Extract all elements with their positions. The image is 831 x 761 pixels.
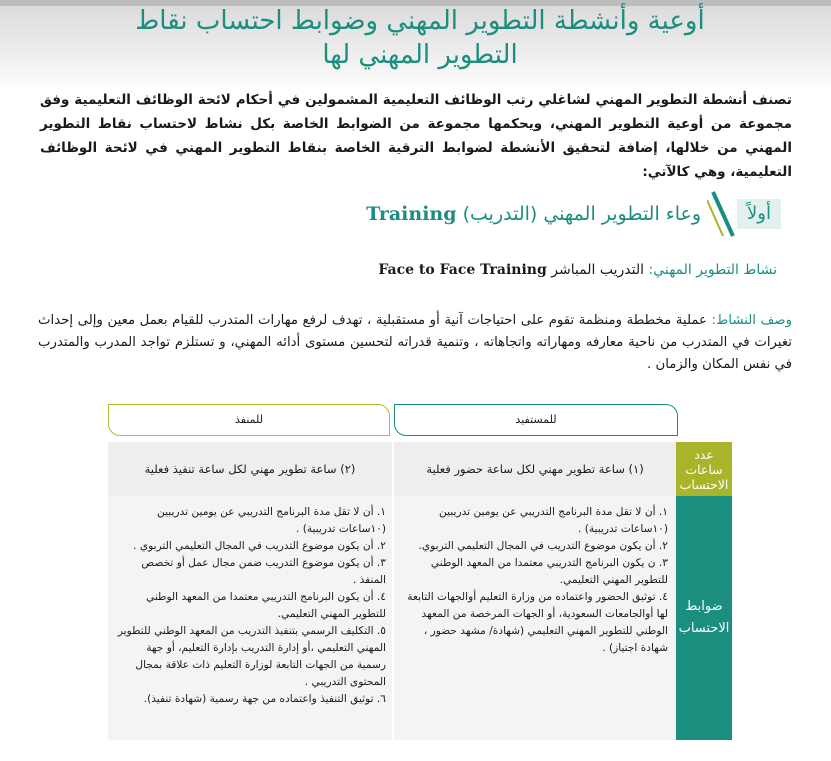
intro-paragraph: تصنف أنشطة التطوير المهني لشاغلي رتب الوظائف التعليمية المشمولين في أحكام لائحة الوظائف التعليمية وفق مجموعة من أوعية التطوير المهني، ويحكمها مجموعة من الضوابط الخاصة بكل نشاط لاحتساب نقاط التطوير المهني من خلالها، إضافة لتحقيق الأنشطة لضوابط الترقية الخاصة بنقاط التطوير المهني في لائحة الوظائف التعليمية، وهي كالآتي:	[40, 92, 792, 180]
list-item: ٦. توثيق التنفيذ واعتماده من جهة رسمية (شهادة تنفيذ).	[143, 693, 386, 705]
list-item: ٤. أن يكون البرنامج التدريبي معتمدا من المعهد الوطني للتطوير المهني التعليمي.	[145, 591, 386, 620]
page-title-line1: أوعية وأنشطة التطوير المهني وضوابط احتساب نقاط	[135, 6, 705, 36]
section-number: أولاً	[737, 199, 781, 229]
rules-table	[108, 404, 732, 740]
section-title-en: Training	[366, 203, 457, 225]
row-label-rules: ضوابط الاحتساب	[676, 496, 732, 740]
list-item: ٣. ن يكون البرنامج التدريبي معتمدا من المعهد الوطني للتطوير المهني التعليمي.	[430, 557, 668, 586]
list-item: ٢. أن يكون موضوع التدريب في المجال التعليمي التربوي .	[133, 540, 386, 552]
section-heading	[366, 190, 781, 238]
description-text: عملية مخططة ومنظمة تقوم على احتياجات آنية أو مستقبلية ، تهدف لرفع مهارات المتدرب للقيام بعمل معين وإلى إحداث تغيرات في المتدرب من ناحية معارفه ومهاراته واتجاهاته ، وتنمية قدراته لتحسين مستوى أدائه المهني، و تستلزم تواجد المدرب والمتدرب في نفس المكان والزمان .	[38, 313, 792, 372]
list-item: ٤. توثيق الحضور واعتماده من وزارة التعليم أوالجهات التابعة لها أوالجامعات السعودية، أو الجهات المرخصة من المعهد الوطني للتطوير المهني التعليمي (شهادة/ مشهد حضور ، شهادة اجتياز) .	[407, 591, 668, 654]
column-header-beneficiary: للمستفيد	[394, 404, 678, 436]
activity-name-en: Face to Face Training	[378, 262, 547, 278]
activity-name-ar: التدريب المباشر	[551, 262, 645, 278]
list-item: ٢. أن يكون موضوع التدريب في المجال التعليمي التربوي.	[418, 540, 668, 552]
list-item: ١. أن لا تقل مدة البرنامج التدريبي عن يومين تدريبين (١٠ساعات تدريبية) .	[157, 506, 386, 535]
activity-description	[38, 310, 792, 376]
description-label: وصف النشاط:	[711, 313, 792, 328]
section-title-ar: وعاء التطوير المهني (التدريب)	[462, 203, 702, 225]
list-item: ١. أن لا تقل مدة البرنامج التدريبي عن يومين تدريبين (١٠ساعات تدريبية) .	[439, 506, 668, 535]
column-header-provider: للمنفذ	[108, 404, 390, 436]
page-title	[120, 4, 720, 72]
hours-beneficiary-cell: (١) ساعة تطوير مهني لكل ساعة حضور فعلية	[426, 462, 644, 476]
row-label-hours: عدد ساعات الاحتساب	[676, 442, 732, 496]
rules-beneficiary-list	[400, 504, 668, 657]
slash-icon	[707, 190, 737, 238]
activity-line	[378, 262, 777, 278]
list-item: ٥. التكليف الرسمي بتنفيذ التدريب من المعهد الوطني للتطوير المهني التعليمي ،أو إدارة التدريب بإدارة التعليم، أو جهة رسمية من الجهات التابعة لوزارة التعليم ذات علاقة بمجال المحتوى التدريبي .	[117, 625, 386, 688]
page-title-line2: التطوير المهني لها	[322, 40, 518, 70]
rules-provider-list	[114, 504, 386, 708]
list-item: ٣. أن يكون موضوع التدريب ضمن مجال عمل أو تخصص المنفذ .	[141, 557, 386, 586]
activity-label: نشاط التطوير المهني:	[648, 262, 777, 278]
section-title	[366, 203, 701, 225]
hours-provider-cell: (٢) ساعة تطوير مهني لكل ساعة تنفيذ فعلية	[144, 462, 356, 476]
